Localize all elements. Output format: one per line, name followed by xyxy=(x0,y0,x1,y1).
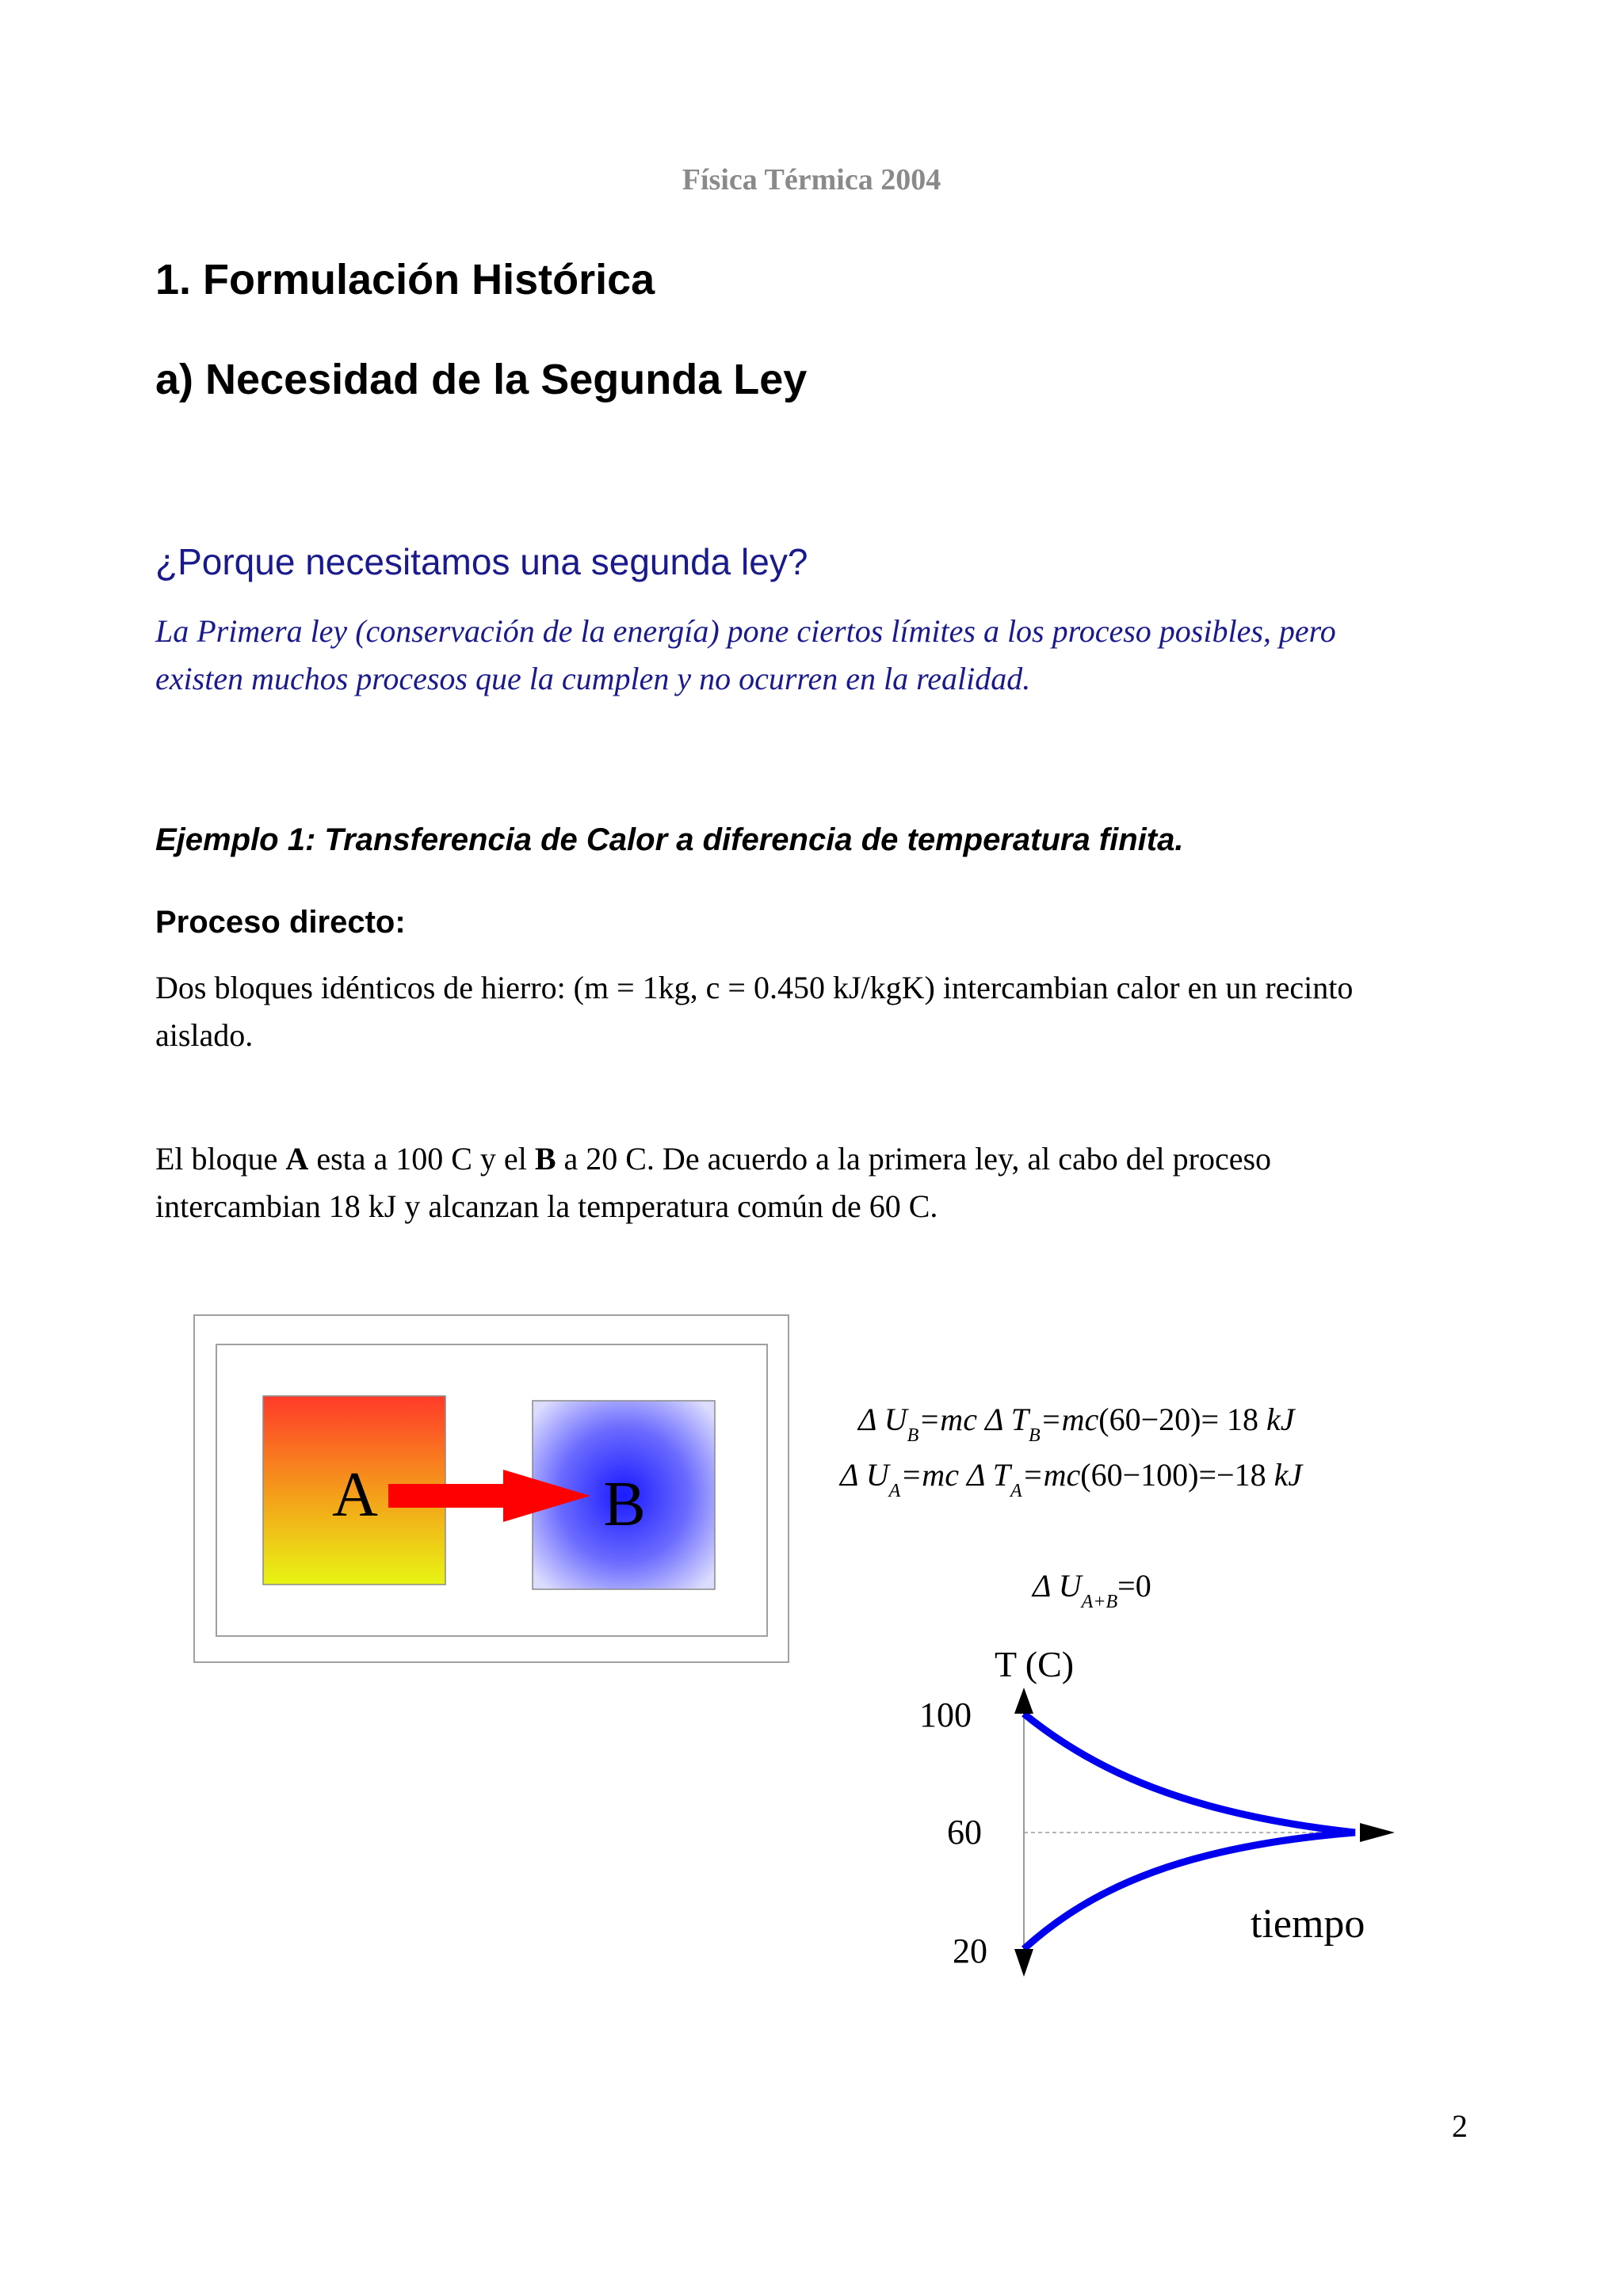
tick-label-20: 20 xyxy=(953,1932,987,1970)
para2-line-2: intercambian 18 kJ y alcanzan la temperatura común de 60 C. xyxy=(155,1188,938,1224)
process-title: Proceso directo: xyxy=(155,905,406,940)
tick-label-100: 100 xyxy=(919,1695,972,1734)
page-number: 2 xyxy=(1452,2108,1468,2144)
subsection-title: a) Necesidad de la Segunda Ley xyxy=(155,356,808,403)
arrowhead-down xyxy=(1014,1949,1033,1977)
arrowhead-up xyxy=(1014,1688,1033,1714)
heat-transfer-diagram xyxy=(190,1311,800,1676)
x-axis-label: tiempo xyxy=(1251,1901,1365,1947)
block-a-ref: A xyxy=(285,1141,309,1177)
equation-delta-ub: Δ $U_B=mc$ Δ $T_B=mc(60-20)= 18$ kJ xyxy=(858,1402,1295,1446)
para2-line-1: El bloque A esta a 100 C y el B a 20 C. De acuerdo a la primera ley, al cabo del proceso xyxy=(155,1141,1272,1177)
page-header: Física Térmica 2004 xyxy=(682,163,941,196)
intro-line-1: La Primera ley (conservación de la energía) pone ciertos límites a los proceso posibles, pero xyxy=(155,613,1336,649)
paragraph-temperatures xyxy=(155,1135,1487,1230)
temperature-time-graph xyxy=(888,1632,1411,1989)
para1-line-1: Dos bloques idénticos de hierro: (m = 1kg, c = 0.450 kJ/kgK) intercambian calor en un recinto xyxy=(155,970,1354,1005)
block-b-label: B xyxy=(603,1470,646,1539)
arrowhead-right xyxy=(1360,1823,1395,1842)
question-heading: ¿Porque necesitamos una segunda ley? xyxy=(155,541,808,582)
para1-line-2: aislado. xyxy=(155,1017,254,1053)
section-title: 1. Formulación Histórica xyxy=(155,256,655,303)
block-b-ref: B xyxy=(534,1141,556,1177)
block-a-label: A xyxy=(332,1460,378,1530)
curve-block-a xyxy=(1024,1714,1355,1833)
equation-delta-uab: Δ $U_{A+B}=0$ xyxy=(1033,1568,1151,1612)
tick-label-60: 60 xyxy=(947,1813,982,1852)
equation-delta-ua: Δ $U_A=mc$ Δ $T_A=mc(60-100)=-18$ kJ xyxy=(840,1457,1303,1501)
y-axis-label: T (C) xyxy=(995,1644,1075,1684)
intro-paragraph xyxy=(155,608,1503,703)
example-title: Ejemplo 1: Transferencia de Calor a diferencia de temperatura finita. xyxy=(155,822,1184,857)
paragraph-blocks xyxy=(155,964,1487,1059)
intro-line-2: existen muchos procesos que la cumplen y no ocurren en la realidad. xyxy=(155,661,1031,696)
